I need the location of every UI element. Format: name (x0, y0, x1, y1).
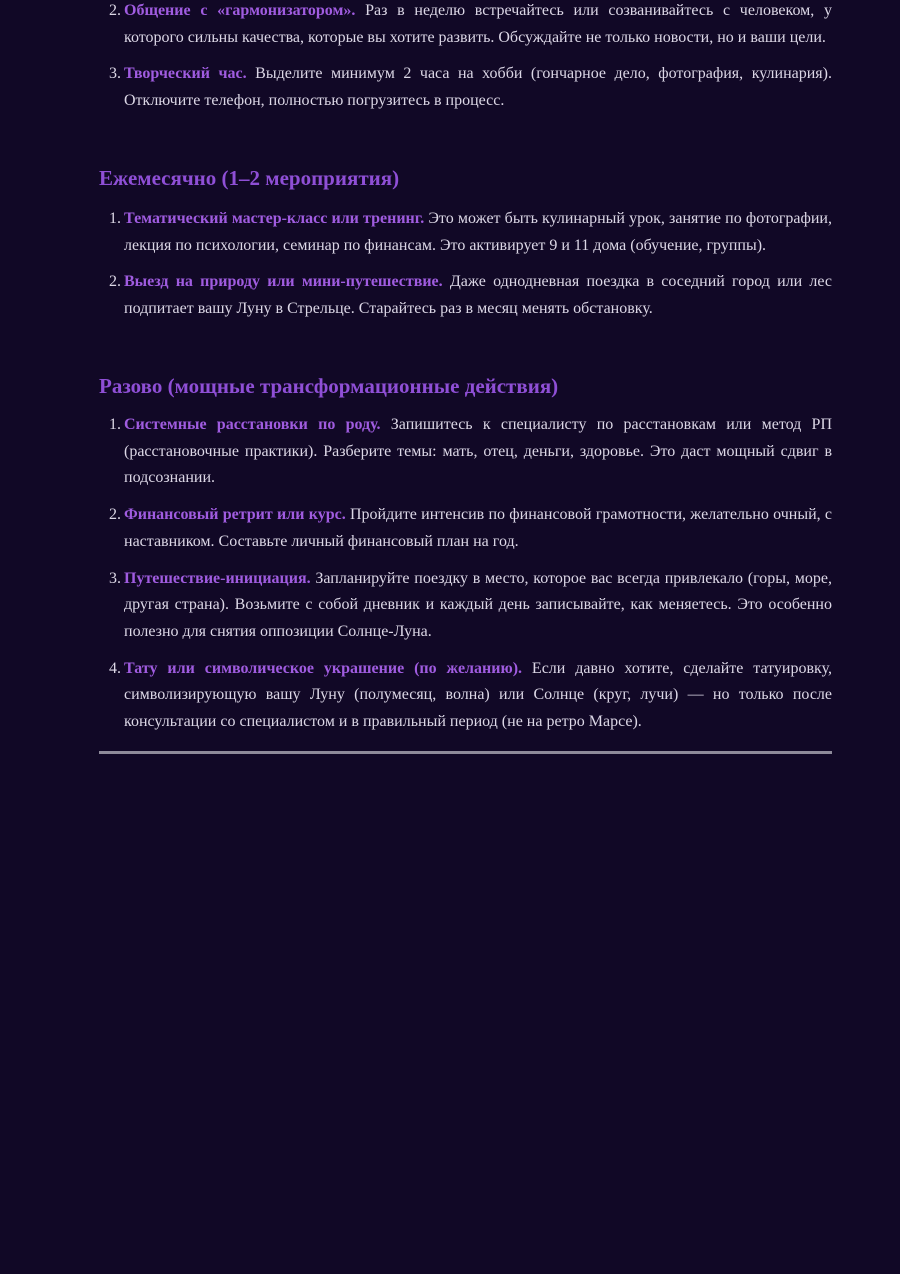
list-item (99, 566, 832, 646)
item-lead: Тату или символическое украшение (по желанию). (124, 659, 523, 677)
item-lead: Творческий час. (124, 65, 247, 83)
section-heading-monthly: Ежемесячно (1–2 мероприятия) (99, 166, 400, 190)
item-text: Запишитесь к специалисту по расстановкам или метод РП (расстановочные практики). Разберите темы: мать, отец, деньги, здоровье. Это даст мощный сдвиг в подсознании. (124, 416, 833, 487)
item-text: Если давно хотите, сделайте татуировку, символизирующую вашу Луну (полумесяц, волна) или Солнце (круг, лучи) — но только после консультации со специалистом и в правильный период (не на ретро Марсе). (124, 659, 832, 731)
item-lead: Общение с «гармонизатором». (124, 2, 356, 19)
list-number: 3. (109, 65, 121, 83)
item-lead: Системные расстановки по роду. (124, 416, 381, 433)
item-lead: Финансовый ретрит или курс. (124, 506, 346, 524)
item-text: Пройдите интенсив по финансовой грамотности, желательно очный, с наставником. Составьте личный финансовый план на год. (124, 506, 833, 550)
list-item (99, 502, 832, 555)
list-number: 2. (109, 2, 121, 19)
list-item (99, 0, 832, 51)
item-lead: Выезд на природу или мини-путешествие. (124, 273, 443, 291)
item-text: Это может быть кулинарный урок, занятие по фотографии, лекция по психологии, семинар по финансам. Это активирует 9 и 11 дома (обучение, группы). (124, 210, 832, 254)
weekly-list-continued (99, 0, 832, 125)
item-text: Выделите минимум 2 часа на хобби (гончарное дело, фотография, кулинария). Отключите телефон, полностью погрузитесь в процесс. (124, 65, 832, 110)
list-number: 2. (109, 273, 121, 291)
item-text: Запланируйте поездку в место, которое вас всегда привлекало (горы, море, другая страна). Возьмите с собой дневник и каждый день записывайте, как меняетесь. Это особенно полезно для снятия оппозиции Солнце-Луна. (124, 569, 832, 640)
list-number: 4. (109, 659, 121, 677)
list-number: 2. (109, 506, 121, 524)
monthly-list (99, 206, 832, 333)
item-text: Раз в неделю встречайтесь или созванивайтесь с человеком, у которого сильны качества, которые вы хотите развить. Обсуждайте не только новости, но и ваши цели. (124, 2, 833, 46)
horizontal-divider (99, 751, 832, 754)
list-number: 1. (109, 416, 121, 433)
list-item (99, 269, 832, 322)
list-item (99, 61, 832, 114)
list-number: 1. (109, 210, 121, 227)
section-heading-once: Разово (мощные трансформационные действия) (99, 374, 559, 398)
list-number: 3. (109, 569, 121, 587)
list-item (99, 656, 832, 736)
item-lead: Тематический мастер-класс или тренинг. (124, 210, 425, 227)
list-item (99, 206, 832, 259)
once-list (99, 412, 832, 746)
item-lead: Путешествие-инициация. (124, 569, 311, 587)
list-item (99, 412, 832, 492)
item-text: Даже однодневная поездка в соседний город или лес подпитает вашу Луну в Стрельце. Старайтесь раз в месяц менять обстановку. (124, 273, 833, 318)
